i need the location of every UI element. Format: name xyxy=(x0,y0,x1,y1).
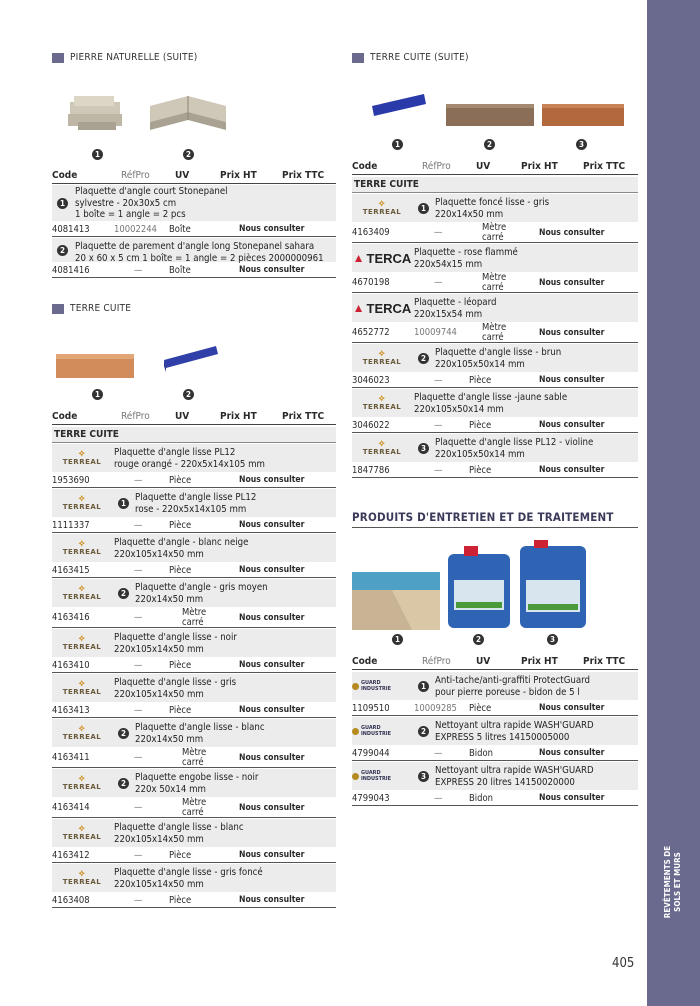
table-row xyxy=(52,263,336,278)
product-description xyxy=(52,444,336,472)
ref-pro: — xyxy=(434,464,443,476)
table-row xyxy=(352,791,638,806)
ref-pro: 10009285 xyxy=(414,702,457,714)
products-images xyxy=(352,540,638,632)
ref-pro: — xyxy=(134,849,143,861)
product-code: 1109510 xyxy=(352,702,390,714)
stonepanel-short-image xyxy=(68,96,122,130)
guard-industrie-logo: GUARD INDUSTRIE xyxy=(352,680,412,692)
ref-pro: — xyxy=(134,264,143,276)
table-row xyxy=(352,418,638,433)
item-number: 2 xyxy=(57,245,68,256)
product-code: 4163413 xyxy=(52,704,90,716)
table-header: Code RéfPro UV Prix HT Prix TTC xyxy=(352,159,638,175)
item-number: 1 xyxy=(118,498,129,509)
description-line: 220x105x50x14 mm xyxy=(414,403,504,415)
divider xyxy=(352,527,638,528)
terreal-logo: ⟡ TERREAL xyxy=(62,774,102,791)
description-line: 220x105x14x50 mm xyxy=(114,643,204,655)
description-line: 220x14x50 mm xyxy=(135,733,204,745)
description-line: Plaquette d'angle lisse - noir xyxy=(114,632,237,643)
description-line: 220x14x50 mm xyxy=(135,593,204,605)
unit: Pièce xyxy=(169,474,192,486)
description-line: Plaquette d'angle court Stonepanel xyxy=(75,186,228,197)
product-description xyxy=(352,344,638,372)
table-row xyxy=(52,608,336,628)
page-number: 405 xyxy=(612,956,635,971)
product-description xyxy=(352,672,638,700)
product-description xyxy=(52,674,336,702)
description-line: 220x 50x14 mm xyxy=(135,783,206,795)
category-band: TERRE CUITE xyxy=(52,427,336,443)
table-header: Code RéfPro UV Prix HT Prix TTC xyxy=(52,168,336,184)
pool-stone-image xyxy=(352,572,440,630)
image-number-2: 2 xyxy=(473,634,484,645)
price: Nous consulter xyxy=(239,224,305,234)
section-title-terre-cuite-suite: TERRE CUITE (SUITE) xyxy=(352,52,469,63)
description-line: Plaquette d'angle lisse - brun xyxy=(435,347,562,358)
unit: Pièce xyxy=(469,464,492,476)
description-line: 220x14x50 mm xyxy=(435,208,504,220)
sidebar-line-2: SOLS ET MURS xyxy=(673,852,682,912)
unit: Pièce xyxy=(169,564,192,576)
description-line: pour pierre poreuse - bidon de 5 l xyxy=(435,686,580,698)
section-title-produits: PRODUITS D'ENTRETIEN ET DE TRAITEMENT xyxy=(352,510,614,524)
item-number: 2 xyxy=(418,353,429,364)
product-code: 4163409 xyxy=(352,227,390,238)
terreal-logo: ⟡ TERREAL xyxy=(362,199,402,216)
description-line: rose - 220x5x14x105 mm xyxy=(135,503,247,515)
price: Nous consulter xyxy=(239,802,305,813)
description-line: Plaquette d'angle lisse - gris xyxy=(114,677,237,688)
ref-pro: 10002244 xyxy=(114,223,157,235)
description-line: 220x105x14x50 mm xyxy=(114,548,204,560)
price: Nous consulter xyxy=(239,520,305,530)
ref-pro: — xyxy=(434,747,443,759)
description-line: Plaquette d'angle - gris moyen xyxy=(135,582,268,593)
sidebar-line-1: REVÊTEMENTS DE xyxy=(663,845,672,919)
unit: Pièce xyxy=(169,519,192,531)
section-marker xyxy=(52,304,64,314)
image-number-3: 3 xyxy=(576,139,587,150)
price: Nous consulter xyxy=(539,465,605,475)
item-number: 1 xyxy=(418,203,429,214)
section-title-pierre: PIERRE NATURELLE (SUITE) xyxy=(52,52,197,63)
description-line: 20 x 60 x 5 cm 1 boîte = 1 angle = 2 pièces 2000000961 xyxy=(75,252,324,264)
product-description xyxy=(352,294,638,322)
table-row xyxy=(52,658,336,673)
product-description xyxy=(52,864,336,892)
ref-pro: — xyxy=(434,419,443,431)
price: Nous consulter xyxy=(239,612,305,623)
product-description xyxy=(352,389,638,417)
product-code: 4670198 xyxy=(352,277,390,288)
ref-pro: — xyxy=(134,752,143,763)
table-row xyxy=(352,701,638,716)
table-header: Code RéfPro UV Prix HT Prix TTC xyxy=(52,409,336,425)
product-code: 3046023 xyxy=(352,374,390,386)
terreal-logo: ⟡ TERREAL xyxy=(362,439,402,456)
unit: Mètre carré xyxy=(482,322,507,343)
image-number-2: 2 xyxy=(183,389,194,400)
unit: Bidon xyxy=(469,792,493,804)
description-line: Plaquette - rose flammé xyxy=(414,247,518,258)
washguard-5l-bidon-image xyxy=(448,546,510,628)
image-number-1: 1 xyxy=(92,149,103,160)
price: Nous consulter xyxy=(239,475,305,485)
ref-pro: — xyxy=(134,802,143,813)
product-description xyxy=(52,769,336,797)
description-line: EXPRESS 20 litres 14150020000 xyxy=(435,776,575,788)
terreal-logo: ⟡ TERREAL xyxy=(62,584,102,601)
description-line: Nettoyant ultra rapide WASH'GUARD xyxy=(435,765,594,776)
price: Nous consulter xyxy=(239,850,305,860)
product-code: 1953690 xyxy=(52,474,90,486)
description-line: 220x105x50x14 mm xyxy=(435,358,525,370)
description-line: Plaquette d'angle lisse - blanc xyxy=(135,722,265,733)
item-number: 1 xyxy=(418,681,429,692)
table-row xyxy=(352,463,638,478)
product-code: 4163414 xyxy=(52,802,90,813)
terreal-logo: ⟡ TERREAL xyxy=(62,539,102,556)
plaquette-gris-image xyxy=(372,94,426,116)
table-row xyxy=(52,893,336,908)
product-code: 4163411 xyxy=(52,752,90,763)
unit: Mètre carré xyxy=(182,797,207,818)
image-number-1: 1 xyxy=(392,139,403,150)
description-line: Plaquette de parement d'angle long Stonepanel sahara xyxy=(75,241,315,252)
ref-pro: — xyxy=(434,374,443,386)
ref-pro: — xyxy=(434,277,443,288)
product-description xyxy=(52,719,336,747)
section-marker xyxy=(352,53,364,63)
ref-pro: 10009744 xyxy=(414,327,457,338)
terreal-logo: ⟡ TERREAL xyxy=(62,824,102,841)
table-row xyxy=(52,848,336,863)
description-line: Plaquette - léopard xyxy=(414,297,497,308)
table-row xyxy=(52,563,336,578)
table-row xyxy=(352,223,638,243)
price: Nous consulter xyxy=(539,703,605,713)
unit: Boîte xyxy=(169,264,191,276)
terreal-logo: ⟡ TERREAL xyxy=(62,449,102,466)
product-code: 4652772 xyxy=(352,327,390,338)
product-code: 4799043 xyxy=(352,792,390,804)
product-description xyxy=(352,434,638,462)
item-number: 2 xyxy=(418,726,429,737)
price: Nous consulter xyxy=(539,420,605,430)
table-row xyxy=(352,746,638,761)
unit: Mètre carré xyxy=(182,747,207,768)
product-description xyxy=(352,244,638,272)
description-line: 220x54x15 mm xyxy=(414,258,483,270)
unit: Mètre carré xyxy=(182,607,207,628)
unit: Mètre carré xyxy=(482,222,507,243)
product-code: 4799044 xyxy=(352,747,390,759)
unit: Pièce xyxy=(169,849,192,861)
image-number-3: 3 xyxy=(547,634,558,645)
plaquette-orange-image xyxy=(56,354,134,378)
description-line: 220x105x50x14 mm xyxy=(435,448,525,460)
ref-pro: — xyxy=(134,659,143,671)
description-line: 1 boîte = 1 angle = 2 pcs xyxy=(75,209,186,220)
left-column xyxy=(52,0,336,1006)
terca-logo: ▲ TERCA xyxy=(352,300,412,316)
product-description xyxy=(352,717,638,745)
description-line: Plaquette engobe lisse - noir xyxy=(135,772,259,783)
stonepanel-long-image xyxy=(150,96,226,130)
plaquette-rose-flamme-image xyxy=(446,104,534,126)
terre-cuite-images xyxy=(52,338,232,384)
table-row xyxy=(52,748,336,768)
product-code: 4163408 xyxy=(52,894,90,906)
description-line: Plaquette d'angle lisse - gris foncé xyxy=(114,867,263,878)
unit: Mètre carré xyxy=(482,272,507,293)
table-row xyxy=(52,518,336,533)
ref-pro: — xyxy=(434,792,443,804)
unit: Pièce xyxy=(169,894,192,906)
terreal-logo: ⟡ TERREAL xyxy=(62,724,102,741)
price: Nous consulter xyxy=(239,565,305,575)
description-line: rouge orangé - 220x5x14x105 mm xyxy=(114,458,265,470)
description-line: Plaquette d'angle lisse PL12 xyxy=(135,492,257,503)
price: Nous consulter xyxy=(239,660,305,670)
description-line: Anti-tache/anti-graffiti ProtectGuard xyxy=(435,675,590,686)
washguard-20l-bidon-image xyxy=(520,540,586,628)
table-row xyxy=(352,323,638,343)
table-row xyxy=(352,273,638,293)
unit: Pièce xyxy=(169,704,192,716)
product-code: 1111337 xyxy=(52,519,90,531)
ref-pro: — xyxy=(134,564,143,576)
terreal-logo: ⟡ TERREAL xyxy=(62,494,102,511)
image-number-1: 1 xyxy=(392,634,403,645)
description-line: Plaquette d'angle - blanc neige xyxy=(114,537,249,548)
product-code: 3046022 xyxy=(352,419,390,431)
description-line: sylvestre - 20x30x5 cm xyxy=(75,197,177,209)
product-description xyxy=(352,194,638,222)
section-title-terre-cuite: TERRE CUITE xyxy=(52,303,131,314)
price: Nous consulter xyxy=(239,752,305,763)
price: Nous consulter xyxy=(239,705,305,715)
price: Nous consulter xyxy=(239,895,305,905)
guard-industrie-logo: GUARD INDUSTRIE xyxy=(352,770,412,782)
product-description xyxy=(52,185,336,221)
description-line: 220x105x14x50 mm xyxy=(114,878,204,890)
product-description xyxy=(52,489,336,517)
table-row xyxy=(352,373,638,388)
product-code: 4163416 xyxy=(52,612,90,623)
unit: Pièce xyxy=(169,659,192,671)
terca-logo: ▲ TERCA xyxy=(352,250,412,266)
product-description xyxy=(52,629,336,657)
description-line: Plaquette d'angle lisse PL12 - violine xyxy=(435,437,594,448)
product-description xyxy=(52,534,336,562)
price: Nous consulter xyxy=(539,327,605,338)
product-description xyxy=(52,819,336,847)
table-row xyxy=(52,222,336,237)
unit: Pièce xyxy=(469,419,492,431)
product-code: 4163412 xyxy=(52,849,90,861)
ref-pro: — xyxy=(134,519,143,531)
description-line: Plaquette d'angle lisse - blanc xyxy=(114,822,244,833)
description-line: 220x15x54 mm xyxy=(414,308,483,320)
product-code: 1847786 xyxy=(352,464,390,476)
item-number: 3 xyxy=(418,771,429,782)
terreal-logo: ⟡ TERREAL xyxy=(62,634,102,651)
product-code: 4081413 xyxy=(52,223,90,235)
unit: Pièce xyxy=(469,374,492,386)
product-description xyxy=(52,579,336,607)
image-number-1: 1 xyxy=(92,389,103,400)
description-line: Plaquette d'angle lisse PL12 xyxy=(114,447,236,458)
product-description xyxy=(52,238,336,262)
terreal-logo: ⟡ TERREAL xyxy=(362,394,402,411)
description-line: 220x105x14x50 mm xyxy=(114,833,204,845)
item-number: 2 xyxy=(118,588,129,599)
plaquette-violine-image xyxy=(164,346,218,372)
item-number: 2 xyxy=(118,778,129,789)
ref-pro: — xyxy=(134,704,143,716)
ref-pro: — xyxy=(434,227,443,238)
table-row xyxy=(52,703,336,718)
ref-pro: — xyxy=(134,612,143,623)
stonepanel-images xyxy=(66,92,246,140)
price: Nous consulter xyxy=(539,375,605,385)
terre-cuite-suite-images xyxy=(352,86,638,136)
unit: Bidon xyxy=(469,747,493,759)
description-line: Nettoyant ultra rapide WASH'GUARD xyxy=(435,720,594,731)
price: Nous consulter xyxy=(539,748,605,758)
price: Nous consulter xyxy=(239,265,305,275)
category-band: TERRE CUITE xyxy=(352,177,638,193)
price: Nous consulter xyxy=(539,227,605,238)
product-description xyxy=(352,762,638,790)
description-line: 220x105x14x50 mm xyxy=(114,688,204,700)
table-row xyxy=(52,473,336,488)
price: Nous consulter xyxy=(539,277,605,288)
image-number-2: 2 xyxy=(183,149,194,160)
table-header: Code RéfPro UV Prix HT Prix TTC xyxy=(352,654,638,670)
unit: Boîte xyxy=(169,223,191,235)
item-number: 2 xyxy=(118,728,129,739)
description-line: Plaquette foncé lisse - gris xyxy=(435,197,550,208)
ref-pro: — xyxy=(134,894,143,906)
plaquette-leopard-image xyxy=(542,104,624,126)
guard-industrie-logo: GUARD INDUSTRIE xyxy=(352,725,412,737)
section-marker xyxy=(52,53,64,63)
image-number-2: 2 xyxy=(484,139,495,150)
product-code: 4163410 xyxy=(52,659,90,671)
chapter-sidebar xyxy=(647,0,700,1006)
terreal-logo: ⟡ TERREAL xyxy=(62,869,102,886)
item-number: 3 xyxy=(418,443,429,454)
terreal-logo: ⟡ TERREAL xyxy=(362,349,402,366)
terreal-logo: ⟡ TERREAL xyxy=(62,679,102,696)
description-line: Plaquette d'angle lisse -jaune sable xyxy=(414,392,568,403)
unit: Pièce xyxy=(469,702,492,714)
price: Nous consulter xyxy=(539,793,605,803)
right-column xyxy=(352,0,638,1006)
ref-pro: — xyxy=(134,474,143,486)
product-code: 4081416 xyxy=(52,264,90,276)
product-code: 4163415 xyxy=(52,564,90,576)
description-line: EXPRESS 5 litres 14150005000 xyxy=(435,731,570,743)
item-number: 1 xyxy=(57,198,68,209)
table-row xyxy=(52,798,336,818)
